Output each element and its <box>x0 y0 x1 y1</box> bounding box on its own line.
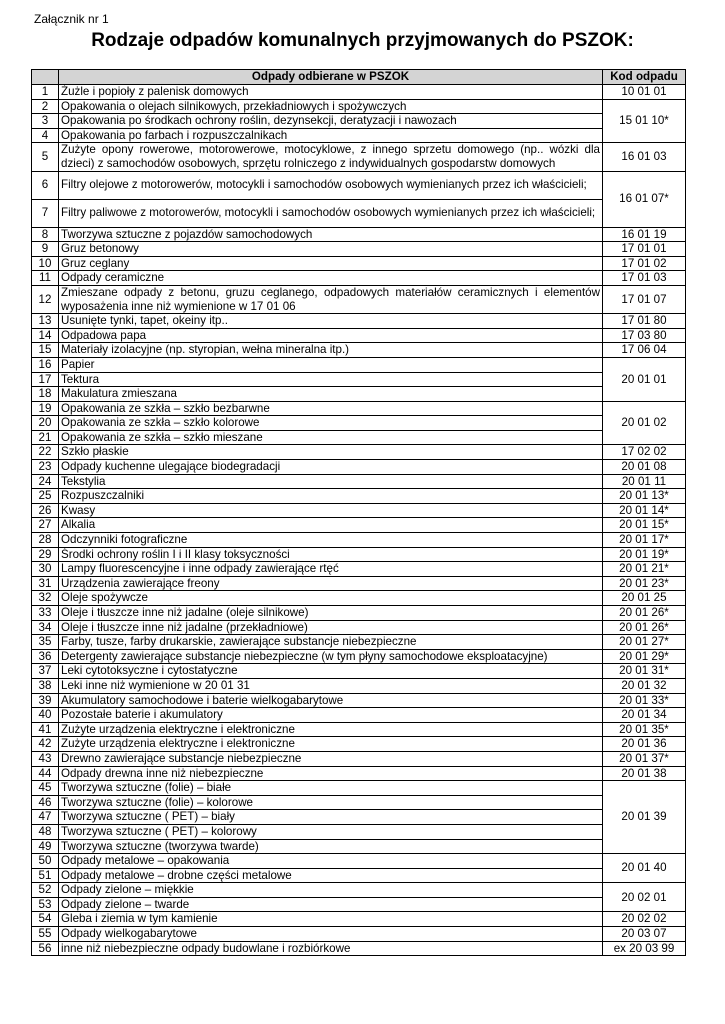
waste-code: ex 20 03 99 <box>603 941 686 956</box>
row-number: 15 <box>32 343 59 358</box>
waste-name: Opakowania po środkach ochrony roślin, dezynsekcji, deratyzacji i nawozach <box>59 114 603 129</box>
row-number: 43 <box>32 751 59 766</box>
waste-name: Drewno zawierające substancje niebezpieczne <box>59 751 603 766</box>
waste-code: 20 01 13* <box>603 489 686 504</box>
waste-code: 20 01 39 <box>603 781 686 854</box>
waste-code: 17 03 80 <box>603 328 686 343</box>
row-number: 17 <box>32 372 59 387</box>
row-number: 14 <box>32 328 59 343</box>
table-row <box>32 766 686 781</box>
waste-name: Tworzywa sztuczne z pojazdów samochodowych <box>59 227 603 242</box>
table-row <box>32 751 686 766</box>
waste-name: Tektura <box>59 372 603 387</box>
row-number: 44 <box>32 766 59 781</box>
table-row <box>32 372 686 387</box>
table-row <box>32 314 686 329</box>
table-row <box>32 99 686 114</box>
waste-code: 20 01 01 <box>603 357 686 401</box>
table-row <box>32 503 686 518</box>
table-row <box>32 620 686 635</box>
waste-code: 17 01 80 <box>603 314 686 329</box>
row-number: 27 <box>32 518 59 533</box>
table-row <box>32 387 686 402</box>
header-number <box>32 70 59 85</box>
row-number: 53 <box>32 897 59 912</box>
waste-name: Zużyte urządzenia elektryczne i elektroniczne <box>59 722 603 737</box>
waste-name: Odpady kuchenne ulegające biodegradacji <box>59 460 603 475</box>
waste-code: 20 01 21* <box>603 562 686 577</box>
row-number: 31 <box>32 576 59 591</box>
waste-code: 20 01 34 <box>603 708 686 723</box>
row-number: 10 <box>32 256 59 271</box>
waste-name: Żużle i popioły z palenisk domowych <box>59 85 603 100</box>
row-number: 47 <box>32 810 59 825</box>
table-row <box>32 489 686 504</box>
table-row <box>32 576 686 591</box>
row-number: 25 <box>32 489 59 504</box>
waste-name: Makulatura zmieszana <box>59 387 603 402</box>
row-number: 34 <box>32 620 59 635</box>
table-row <box>32 533 686 548</box>
row-number: 35 <box>32 635 59 650</box>
annex-label: Załącznik nr 1 <box>34 12 109 26</box>
waste-name: Kwasy <box>59 503 603 518</box>
waste-name: Lampy fluorescencyjne i inne odpady zawierające rtęć <box>59 562 603 577</box>
waste-code: 17 01 03 <box>603 271 686 286</box>
waste-code: 20 02 01 <box>603 883 686 912</box>
row-number: 26 <box>32 503 59 518</box>
table-row <box>32 518 686 533</box>
page-title: Rodzaje odpadów komunalnych przyjmowanych do PSZOK: <box>91 30 634 51</box>
table-row <box>32 883 686 898</box>
table-row <box>32 547 686 562</box>
table-row <box>32 664 686 679</box>
table-row <box>32 737 686 752</box>
table-row <box>32 128 686 143</box>
row-number: 11 <box>32 271 59 286</box>
waste-name: Odpady metalowe – opakowania <box>59 854 603 869</box>
table-row <box>32 839 686 854</box>
table-row <box>32 781 686 796</box>
waste-name: Odpady zielone – miękkie <box>59 883 603 898</box>
row-number: 18 <box>32 387 59 402</box>
row-number: 33 <box>32 606 59 621</box>
table-header-row <box>32 70 686 85</box>
waste-code: 15 01 10* <box>603 99 686 143</box>
row-number: 3 <box>32 114 59 129</box>
waste-code: 20 01 14* <box>603 503 686 518</box>
waste-name: Pozostałe baterie i akumulatory <box>59 708 603 723</box>
row-number: 55 <box>32 927 59 942</box>
table-row <box>32 810 686 825</box>
waste-name: Tworzywa sztuczne ( PET) – biały <box>59 810 603 825</box>
row-number: 19 <box>32 401 59 416</box>
row-number: 2 <box>32 99 59 114</box>
waste-code: 16 01 19 <box>603 227 686 242</box>
waste-name: Opakowania o olejach silnikowych, przekładniowych i spożywczych <box>59 99 603 114</box>
waste-name: Środki ochrony roślin I i II klasy toksyczności <box>59 547 603 562</box>
waste-name: Gleba i ziemia w tym kamienie <box>59 912 603 927</box>
table-row <box>32 897 686 912</box>
table-row <box>32 635 686 650</box>
waste-code: 20 01 17* <box>603 533 686 548</box>
row-number: 42 <box>32 737 59 752</box>
table-row <box>32 678 686 693</box>
waste-code: 20 01 08 <box>603 460 686 475</box>
waste-code: 20 01 29* <box>603 649 686 664</box>
table-row <box>32 199 686 227</box>
waste-types-table <box>31 69 686 956</box>
row-number: 50 <box>32 854 59 869</box>
row-number: 54 <box>32 912 59 927</box>
row-number: 36 <box>32 649 59 664</box>
waste-code: 20 01 02 <box>603 401 686 445</box>
row-number: 56 <box>32 941 59 956</box>
waste-name: Opakowania po farbach i rozpuszczalnikach <box>59 128 603 143</box>
table-row <box>32 85 686 100</box>
waste-name: Zużyte urządzenia elektryczne i elektroniczne <box>59 737 603 752</box>
waste-code: 20 01 19* <box>603 547 686 562</box>
row-number: 4 <box>32 128 59 143</box>
waste-name: Tworzywa sztuczne (folie) – białe <box>59 781 603 796</box>
header-waste-name: Odpady odbierane w PSZOK <box>59 70 603 85</box>
waste-code: 20 01 35* <box>603 722 686 737</box>
waste-name: Odpady drewna inne niż niebezpieczne <box>59 766 603 781</box>
table-row <box>32 271 686 286</box>
waste-code: 17 02 02 <box>603 445 686 460</box>
waste-name: Tworzywa sztuczne (tworzywa twarde) <box>59 839 603 854</box>
waste-name: Zużyte opony rowerowe, motorowerowe, motocyklowe, z innego sprzetu domowego (np.. wózki dla dzieci) z samochodów osobowych, sprzętu rolniczego z indywidualnych gospodarstw domowych <box>59 143 603 171</box>
waste-code: 16 01 03 <box>603 143 686 171</box>
waste-code: 20 02 02 <box>603 912 686 927</box>
waste-name: Tekstylia <box>59 474 603 489</box>
table-row <box>32 474 686 489</box>
row-number: 52 <box>32 883 59 898</box>
waste-code: 20 01 25 <box>603 591 686 606</box>
waste-code: 17 01 07 <box>603 285 686 313</box>
waste-name: Rozpuszczalniki <box>59 489 603 504</box>
waste-name: Akumulatory samochodowe i baterie wielkogabarytowe <box>59 693 603 708</box>
waste-code: 10 01 01 <box>603 85 686 100</box>
row-number: 41 <box>32 722 59 737</box>
waste-code: 20 01 31* <box>603 664 686 679</box>
table-row <box>32 824 686 839</box>
table-row <box>32 114 686 129</box>
table-row <box>32 227 686 242</box>
waste-name: Usunięte tynki, tapet, okeiny itp.. <box>59 314 603 329</box>
row-number: 20 <box>32 416 59 431</box>
waste-name: Odpady ceramiczne <box>59 271 603 286</box>
waste-name: Leki inne niż wymienione w 20 01 31 <box>59 678 603 693</box>
row-number: 38 <box>32 678 59 693</box>
row-number: 45 <box>32 781 59 796</box>
waste-name: Odpady wielkogabarytowe <box>59 927 603 942</box>
waste-code: 17 01 01 <box>603 242 686 257</box>
table-row <box>32 357 686 372</box>
table-row <box>32 868 686 883</box>
table-row <box>32 693 686 708</box>
waste-name: Szkło płaskie <box>59 445 603 460</box>
waste-code: 17 01 02 <box>603 256 686 271</box>
row-number: 30 <box>32 562 59 577</box>
table-row <box>32 649 686 664</box>
waste-name: Opakowania ze szkła – szkło bezbarwne <box>59 401 603 416</box>
waste-name: Odpady zielone – twarde <box>59 897 603 912</box>
waste-name: Tworzywa sztuczne (folie) – kolorowe <box>59 795 603 810</box>
waste-name: Farby, tusze, farby drukarskie, zawierające substancje niebezpieczne <box>59 635 603 650</box>
row-number: 1 <box>32 85 59 100</box>
table-row <box>32 285 686 313</box>
table-row <box>32 708 686 723</box>
waste-code: 20 01 26* <box>603 620 686 635</box>
table-row <box>32 606 686 621</box>
waste-name: Papier <box>59 357 603 372</box>
waste-name: Odpadowa papa <box>59 328 603 343</box>
waste-code: 20 01 27* <box>603 635 686 650</box>
table-row <box>32 562 686 577</box>
row-number: 29 <box>32 547 59 562</box>
table-row <box>32 171 686 199</box>
row-number: 12 <box>32 285 59 313</box>
waste-name: Materiały izolacyjne (np. styropian, wełna mineralna itp.) <box>59 343 603 358</box>
waste-name: Tworzywa sztuczne ( PET) – kolorowy <box>59 824 603 839</box>
row-number: 23 <box>32 460 59 475</box>
waste-name: Leki cytotoksyczne i cytostatyczne <box>59 664 603 679</box>
waste-name: Alkalia <box>59 518 603 533</box>
table-row <box>32 242 686 257</box>
waste-code: 20 01 33* <box>603 693 686 708</box>
row-number: 37 <box>32 664 59 679</box>
table-row <box>32 401 686 416</box>
waste-code: 20 01 36 <box>603 737 686 752</box>
waste-code: 20 01 40 <box>603 854 686 883</box>
waste-code: 20 01 32 <box>603 678 686 693</box>
row-number: 7 <box>32 199 59 227</box>
waste-code: 20 03 07 <box>603 927 686 942</box>
row-number: 13 <box>32 314 59 329</box>
row-number: 8 <box>32 227 59 242</box>
waste-name: Detergenty zawierające substancje niebezpieczne (w tym płyny samochodowe eksploatacyjne) <box>59 649 603 664</box>
table-row <box>32 430 686 445</box>
row-number: 40 <box>32 708 59 723</box>
table-row <box>32 416 686 431</box>
waste-name: Odpady metalowe – drobne części metalowe <box>59 868 603 883</box>
waste-name: Filtry olejowe z motorowerów, motocykli i samochodów osobowych wymienianych przez ich właścicieli; <box>59 171 603 199</box>
row-number: 5 <box>32 143 59 171</box>
row-number: 39 <box>32 693 59 708</box>
waste-code: 17 06 04 <box>603 343 686 358</box>
table-body <box>32 85 686 956</box>
table-row <box>32 795 686 810</box>
table-row <box>32 328 686 343</box>
waste-name: Urządzenia zawierające freony <box>59 576 603 591</box>
waste-code: 20 01 26* <box>603 606 686 621</box>
header-waste-code: Kod odpadu <box>603 70 686 85</box>
waste-name: Zmieszane odpady z betonu, gruzu ceglanego, odpadowych materiałów ceramicznych i elementów wyposażenia inne niż wymienione w 17 01 06 <box>59 285 603 313</box>
table-row <box>32 343 686 358</box>
waste-name: inne niż niebezpieczne odpady budowlane i rozbiórkowe <box>59 941 603 956</box>
table-row <box>32 143 686 171</box>
row-number: 32 <box>32 591 59 606</box>
row-number: 9 <box>32 242 59 257</box>
table-row <box>32 927 686 942</box>
waste-name: Gruz betonowy <box>59 242 603 257</box>
row-number: 21 <box>32 430 59 445</box>
table-row <box>32 445 686 460</box>
waste-name: Gruz ceglany <box>59 256 603 271</box>
row-number: 51 <box>32 868 59 883</box>
waste-name: Opakowania ze szkła – szkło mieszane <box>59 430 603 445</box>
waste-name: Oleje i tłuszcze inne niż jadalne (przekładniowe) <box>59 620 603 635</box>
row-number: 22 <box>32 445 59 460</box>
table-row <box>32 591 686 606</box>
waste-name: Oleje spożywcze <box>59 591 603 606</box>
row-number: 16 <box>32 357 59 372</box>
table-row <box>32 256 686 271</box>
waste-code: 20 01 23* <box>603 576 686 591</box>
table-row <box>32 722 686 737</box>
row-number: 24 <box>32 474 59 489</box>
row-number: 28 <box>32 533 59 548</box>
waste-code: 16 01 07* <box>603 171 686 227</box>
row-number: 49 <box>32 839 59 854</box>
table-row <box>32 854 686 869</box>
waste-code: 20 01 11 <box>603 474 686 489</box>
waste-name: Opakowania ze szkła – szkło kolorowe <box>59 416 603 431</box>
row-number: 6 <box>32 171 59 199</box>
waste-name: Oleje i tłuszcze inne niż jadalne (oleje silnikowe) <box>59 606 603 621</box>
row-number: 46 <box>32 795 59 810</box>
waste-code: 20 01 38 <box>603 766 686 781</box>
waste-code: 20 01 37* <box>603 751 686 766</box>
table-row <box>32 460 686 475</box>
waste-name: Odczynniki fotograficzne <box>59 533 603 548</box>
table-row <box>32 912 686 927</box>
waste-code: 20 01 15* <box>603 518 686 533</box>
waste-name: Filtry paliwowe z motorowerów, motocykli i samochodów osobowych wymienianych przez ich właścicieli; <box>59 199 603 227</box>
table-row <box>32 941 686 956</box>
row-number: 48 <box>32 824 59 839</box>
